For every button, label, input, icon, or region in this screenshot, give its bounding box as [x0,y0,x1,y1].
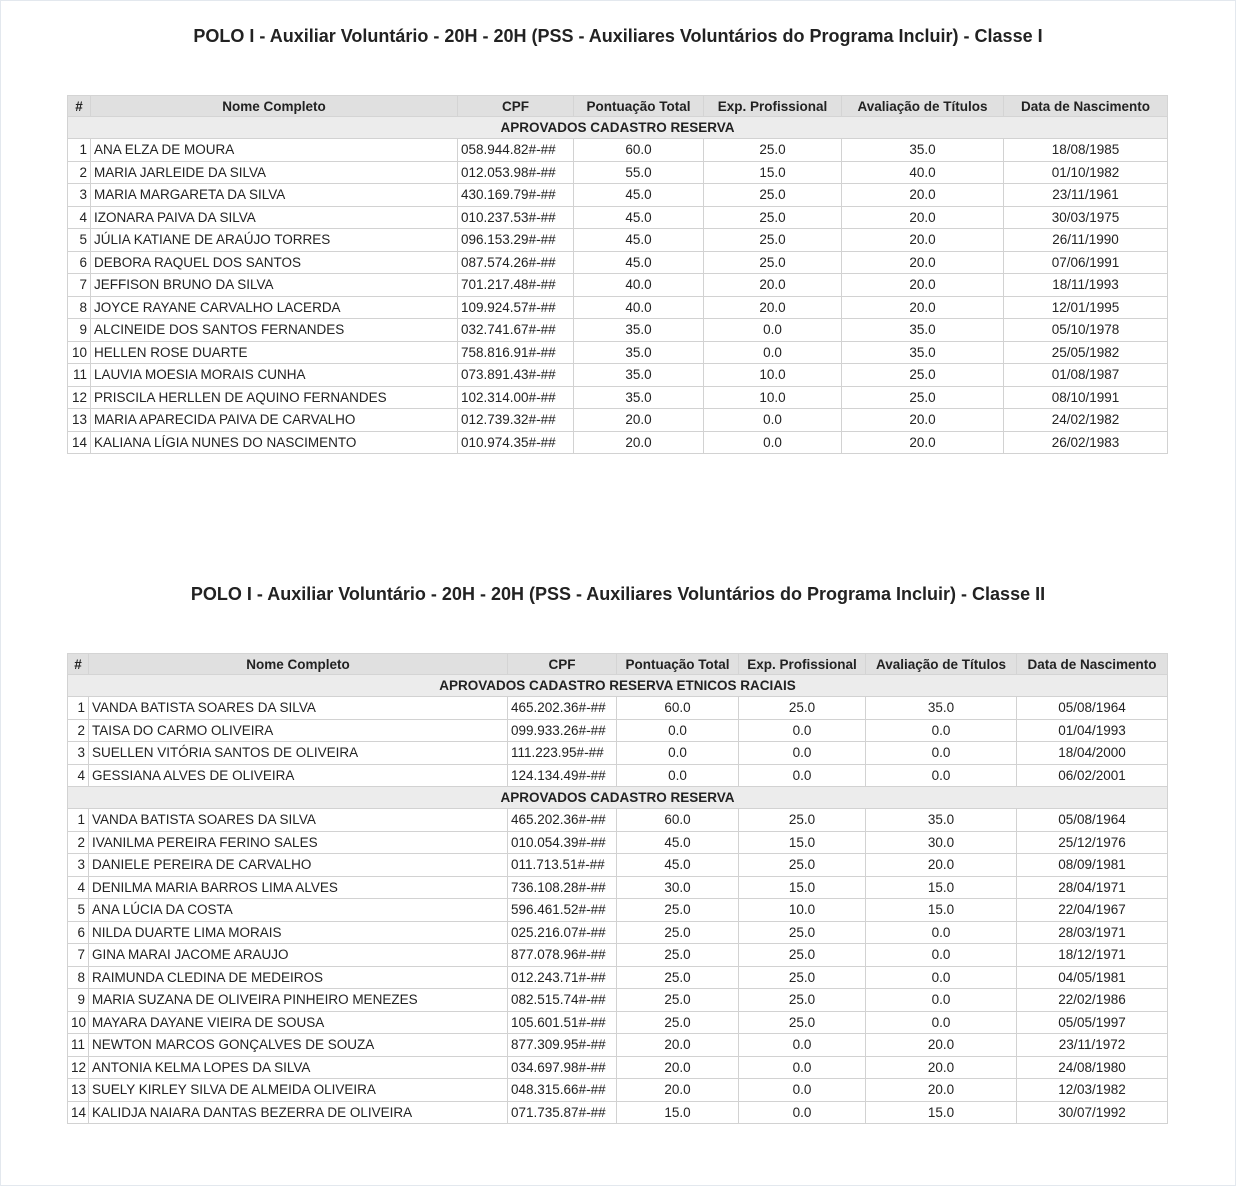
cell-total-score: 15.0 [617,1101,739,1124]
col-header-cpf: CPF [458,96,574,117]
cell-titles: 30.0 [866,831,1017,854]
cell-name: RAIMUNDA CLEDINA DE MEDEIROS [89,966,508,989]
cell-index: 1 [68,697,89,720]
cell-name: ANA ELZA DE MOURA [91,139,458,162]
cell-experience: 0.0 [704,409,842,432]
cell-index: 14 [68,1101,89,1124]
cell-total-score: 45.0 [574,251,704,274]
table-row [68,944,1168,967]
cell-total-score: 45.0 [574,229,704,252]
cell-birthdate: 23/11/1961 [1004,184,1168,207]
cell-cpf: 010.237.53#-## [458,206,574,229]
cell-index: 7 [68,274,91,297]
cell-titles: 0.0 [866,719,1017,742]
cell-birthdate: 30/07/1992 [1017,1101,1168,1124]
cell-name: TAISA DO CARMO OLIVEIRA [89,719,508,742]
cell-index: 14 [68,431,91,454]
table-row [68,1056,1168,1079]
table-row [68,364,1168,387]
cell-index: 11 [68,1034,89,1057]
cell-total-score: 40.0 [574,274,704,297]
cell-experience: 25.0 [739,854,866,877]
col-header-total-score: Pontuação Total [617,654,739,675]
cell-name: ALCINEIDE DOS SANTOS FERNANDES [91,319,458,342]
group-header-row [68,675,1168,697]
cell-index: 6 [68,921,89,944]
cell-experience: 25.0 [739,809,866,832]
cell-index: 11 [68,364,91,387]
table-row [68,989,1168,1012]
cell-experience: 25.0 [704,184,842,207]
cell-experience: 10.0 [704,386,842,409]
cell-index: 9 [68,319,91,342]
cell-birthdate: 18/11/1993 [1004,274,1168,297]
col-header-birthdate: Data de Nascimento [1004,96,1168,117]
cell-total-score: 25.0 [617,921,739,944]
cell-cpf: 071.735.87#-## [508,1101,617,1124]
cell-birthdate: 06/02/2001 [1017,764,1168,787]
cell-index: 7 [68,944,89,967]
cell-total-score: 45.0 [574,206,704,229]
col-header-titles: Avaliação de Títulos [842,96,1004,117]
cell-total-score: 0.0 [617,764,739,787]
cell-name: MARIA APARECIDA PAIVA DE CARVALHO [91,409,458,432]
cell-titles: 35.0 [842,139,1004,162]
cell-total-score: 0.0 [617,719,739,742]
cell-experience: 15.0 [704,161,842,184]
cell-experience: 15.0 [739,831,866,854]
table-row [68,161,1168,184]
cell-titles: 20.0 [866,1034,1017,1057]
cell-total-score: 40.0 [574,296,704,319]
cell-birthdate: 24/02/1982 [1004,409,1168,432]
cell-total-score: 20.0 [574,409,704,432]
cell-index: 1 [68,139,91,162]
cell-name: JOYCE RAYANE CARVALHO LACERDA [91,296,458,319]
cell-titles: 20.0 [842,184,1004,207]
cell-experience: 0.0 [704,431,842,454]
cell-titles: 0.0 [866,966,1017,989]
table-row [68,876,1168,899]
cell-birthdate: 22/04/1967 [1017,899,1168,922]
cell-experience: 25.0 [739,921,866,944]
cell-cpf: 111.223.95#-## [508,742,617,765]
cell-name: DANIELE PEREIRA DE CARVALHO [89,854,508,877]
table-header-row [68,96,1168,117]
cell-experience: 0.0 [739,1056,866,1079]
cell-total-score: 25.0 [617,944,739,967]
cell-experience: 25.0 [704,206,842,229]
cell-cpf: 058.944.82#-## [458,139,574,162]
cell-name: IZONARA PAIVA DA SILVA [91,206,458,229]
cell-experience: 0.0 [739,1101,866,1124]
cell-total-score: 25.0 [617,989,739,1012]
cell-cpf: 025.216.07#-## [508,921,617,944]
cell-total-score: 20.0 [617,1034,739,1057]
cell-cpf: 736.108.28#-## [508,876,617,899]
cell-cpf: 011.713.51#-## [508,854,617,877]
cell-total-score: 0.0 [617,742,739,765]
table-row [68,251,1168,274]
cell-total-score: 30.0 [617,876,739,899]
cell-total-score: 35.0 [574,364,704,387]
cell-cpf: 758.816.91#-## [458,341,574,364]
cell-cpf: 082.515.74#-## [508,989,617,1012]
col-header-total-score: Pontuação Total [574,96,704,117]
cell-experience: 25.0 [704,229,842,252]
cell-index: 13 [68,409,91,432]
cell-index: 2 [68,831,89,854]
cell-index: 10 [68,341,91,364]
table-row [68,386,1168,409]
cell-cpf: 096.153.29#-## [458,229,574,252]
table-row [68,319,1168,342]
cell-cpf: 465.202.36#-## [508,697,617,720]
cell-birthdate: 01/10/1982 [1004,161,1168,184]
col-header-titles: Avaliação de Títulos [866,654,1017,675]
table-row [68,431,1168,454]
cell-titles: 15.0 [866,1101,1017,1124]
table-row [68,899,1168,922]
cell-cpf: 032.741.67#-## [458,319,574,342]
table-row [68,831,1168,854]
col-header-experience: Exp. Profissional [739,654,866,675]
cell-titles: 20.0 [866,1079,1017,1102]
group-header-row [68,787,1168,809]
table-row [68,809,1168,832]
cell-index: 3 [68,854,89,877]
cell-titles: 20.0 [842,229,1004,252]
cell-name: VANDA BATISTA SOARES DA SILVA [89,809,508,832]
cell-name: MARIA JARLEIDE DA SILVA [91,161,458,184]
cell-cpf: 430.169.79#-## [458,184,574,207]
cell-experience: 15.0 [739,876,866,899]
cell-total-score: 20.0 [617,1056,739,1079]
cell-titles: 0.0 [866,742,1017,765]
cell-titles: 20.0 [842,409,1004,432]
cell-titles: 40.0 [842,161,1004,184]
table-row [68,139,1168,162]
cell-index: 1 [68,809,89,832]
cell-birthdate: 28/03/1971 [1017,921,1168,944]
cell-name: DEBORA RAQUEL DOS SANTOS [91,251,458,274]
table-row [68,409,1168,432]
cell-birthdate: 07/06/1991 [1004,251,1168,274]
table-row [68,1101,1168,1124]
cell-cpf: 034.697.98#-## [508,1056,617,1079]
cell-birthdate: 23/11/1972 [1017,1034,1168,1057]
classe-i-table [67,95,1168,454]
cell-birthdate: 12/01/1995 [1004,296,1168,319]
cell-index: 5 [68,899,89,922]
cell-titles: 20.0 [842,251,1004,274]
cell-experience: 20.0 [704,274,842,297]
cell-total-score: 35.0 [574,386,704,409]
cell-name: KALIANA LÍGIA NUNES DO NASCIMENTO [91,431,458,454]
cell-name: NILDA DUARTE LIMA MORAIS [89,921,508,944]
cell-birthdate: 25/05/1982 [1004,341,1168,364]
cell-name: SUELLEN VITÓRIA SANTOS DE OLIVEIRA [89,742,508,765]
cell-titles: 20.0 [842,206,1004,229]
table-row [68,341,1168,364]
cell-name: NEWTON MARCOS GONÇALVES DE SOUZA [89,1034,508,1057]
cell-cpf: 012.243.71#-## [508,966,617,989]
cell-name: MARIA MARGARETA DA SILVA [91,184,458,207]
cell-experience: 10.0 [739,899,866,922]
cell-birthdate: 05/08/1964 [1017,809,1168,832]
cell-name: MARIA SUZANA DE OLIVEIRA PINHEIRO MENEZES [89,989,508,1012]
table-row [68,184,1168,207]
cell-birthdate: 05/10/1978 [1004,319,1168,342]
cell-name: VANDA BATISTA SOARES DA SILVA [89,697,508,720]
cell-experience: 25.0 [704,251,842,274]
col-header-index: # [68,654,89,675]
cell-cpf: 105.601.51#-## [508,1011,617,1034]
cell-cpf: 099.933.26#-## [508,719,617,742]
cell-index: 2 [68,719,89,742]
cell-index: 8 [68,296,91,319]
cell-birthdate: 18/12/1971 [1017,944,1168,967]
cell-total-score: 25.0 [617,899,739,922]
cell-birthdate: 26/02/1983 [1004,431,1168,454]
cell-birthdate: 01/08/1987 [1004,364,1168,387]
cell-experience: 0.0 [739,764,866,787]
cell-experience: 20.0 [704,296,842,319]
cell-index: 3 [68,742,89,765]
table-row [68,966,1168,989]
cell-name: HELLEN ROSE DUARTE [91,341,458,364]
cell-titles: 35.0 [866,809,1017,832]
classe-ii-table [67,653,1168,1124]
table-row [68,1011,1168,1034]
cell-birthdate: 01/04/1993 [1017,719,1168,742]
cell-index: 4 [68,876,89,899]
cell-cpf: 010.974.35#-## [458,431,574,454]
cell-experience: 0.0 [739,719,866,742]
cell-name: JEFFISON BRUNO DA SILVA [91,274,458,297]
cell-index: 3 [68,184,91,207]
cell-titles: 20.0 [866,854,1017,877]
cell-name: ANTONIA KELMA LOPES DA SILVA [89,1056,508,1079]
cell-titles: 0.0 [866,764,1017,787]
table-row [68,229,1168,252]
cell-cpf: 124.134.49#-## [508,764,617,787]
group-label: APROVADOS CADASTRO RESERVA ETNICOS RACIAIS [68,675,1168,697]
group-label: APROVADOS CADASTRO RESERVA [68,117,1168,139]
cell-titles: 0.0 [866,989,1017,1012]
cell-name: LAUVIA MOESIA MORAIS CUNHA [91,364,458,387]
cell-birthdate: 12/03/1982 [1017,1079,1168,1102]
cell-index: 12 [68,1056,89,1079]
cell-experience: 0.0 [739,1079,866,1102]
cell-total-score: 45.0 [617,854,739,877]
cell-birthdate: 18/08/1985 [1004,139,1168,162]
cell-birthdate: 28/04/1971 [1017,876,1168,899]
table-row [68,274,1168,297]
cell-titles: 0.0 [866,1011,1017,1034]
cell-birthdate: 05/05/1997 [1017,1011,1168,1034]
cell-cpf: 048.315.66#-## [508,1079,617,1102]
cell-cpf: 102.314.00#-## [458,386,574,409]
cell-experience: 25.0 [739,944,866,967]
cell-total-score: 35.0 [574,341,704,364]
cell-cpf: 012.053.98#-## [458,161,574,184]
cell-experience: 0.0 [739,742,866,765]
cell-birthdate: 08/10/1991 [1004,386,1168,409]
cell-birthdate: 18/04/2000 [1017,742,1168,765]
cell-total-score: 60.0 [574,139,704,162]
cell-name: KALIDJA NAIARA DANTAS BEZERRA DE OLIVEIRA [89,1101,508,1124]
cell-experience: 25.0 [739,989,866,1012]
cell-index: 2 [68,161,91,184]
cell-index: 9 [68,989,89,1012]
cell-titles: 15.0 [866,899,1017,922]
cell-cpf: 087.574.26#-## [458,251,574,274]
cell-titles: 15.0 [866,876,1017,899]
cell-name: ANA LÚCIA DA COSTA [89,899,508,922]
cell-birthdate: 08/09/1981 [1017,854,1168,877]
cell-cpf: 596.461.52#-## [508,899,617,922]
cell-total-score: 45.0 [617,831,739,854]
cell-experience: 25.0 [704,139,842,162]
cell-total-score: 60.0 [617,697,739,720]
cell-titles: 25.0 [842,364,1004,387]
col-header-experience: Exp. Profissional [704,96,842,117]
cell-total-score: 25.0 [617,1011,739,1034]
cell-cpf: 073.891.43#-## [458,364,574,387]
col-header-birthdate: Data de Nascimento [1017,654,1168,675]
cell-experience: 25.0 [739,966,866,989]
table-row [68,296,1168,319]
cell-index: 8 [68,966,89,989]
cell-total-score: 55.0 [574,161,704,184]
cell-name: MAYARA DAYANE VIEIRA DE SOUSA [89,1011,508,1034]
cell-cpf: 109.924.57#-## [458,296,574,319]
table-row [68,719,1168,742]
cell-experience: 0.0 [704,341,842,364]
cell-birthdate: 25/12/1976 [1017,831,1168,854]
cell-cpf: 877.078.96#-## [508,944,617,967]
cell-titles: 35.0 [842,319,1004,342]
cell-birthdate: 22/02/1986 [1017,989,1168,1012]
cell-titles: 0.0 [866,944,1017,967]
cell-total-score: 45.0 [574,184,704,207]
cell-cpf: 010.054.39#-## [508,831,617,854]
cell-titles: 20.0 [842,274,1004,297]
table-row [68,764,1168,787]
group-header-row [68,117,1168,139]
cell-name: GESSIANA ALVES DE OLIVEIRA [89,764,508,787]
cell-index: 4 [68,764,89,787]
cell-birthdate: 26/11/1990 [1004,229,1168,252]
table-row [68,1034,1168,1057]
group-label: APROVADOS CADASTRO RESERVA [68,787,1168,809]
cell-experience: 0.0 [739,1034,866,1057]
cell-birthdate: 05/08/1964 [1017,697,1168,720]
cell-name: SUELY KIRLEY SILVA DE ALMEIDA OLIVEIRA [89,1079,508,1102]
cell-titles: 0.0 [866,921,1017,944]
cell-name: JÚLIA KATIANE DE ARAÚJO TORRES [91,229,458,252]
cell-name: GINA MARAI JACOME ARAUJO [89,944,508,967]
col-header-name: Nome Completo [91,96,458,117]
table-row [68,921,1168,944]
cell-birthdate: 04/05/1981 [1017,966,1168,989]
col-header-name: Nome Completo [89,654,508,675]
cell-birthdate: 30/03/1975 [1004,206,1168,229]
col-header-cpf: CPF [508,654,617,675]
table-row [68,854,1168,877]
cell-index: 6 [68,251,91,274]
cell-total-score: 60.0 [617,809,739,832]
cell-index: 10 [68,1011,89,1034]
cell-experience: 0.0 [704,319,842,342]
cell-birthdate: 24/08/1980 [1017,1056,1168,1079]
cell-total-score: 20.0 [574,431,704,454]
cell-experience: 10.0 [704,364,842,387]
cell-cpf: 465.202.36#-## [508,809,617,832]
cell-index: 12 [68,386,91,409]
table-row [68,697,1168,720]
cell-name: PRISCILA HERLLEN DE AQUINO FERNANDES [91,386,458,409]
cell-titles: 20.0 [842,296,1004,319]
cell-experience: 25.0 [739,1011,866,1034]
classe-i-title: POLO I - Auxiliar Voluntário - 20H - 20H (PSS - Auxiliares Voluntários do Programa Incluir) - Classe I [193,26,1043,46]
cell-name: IVANILMA PEREIRA FERINO SALES [89,831,508,854]
table-row [68,206,1168,229]
cell-index: 4 [68,206,91,229]
cell-total-score: 20.0 [617,1079,739,1102]
cell-name: DENILMA MARIA BARROS LIMA ALVES [89,876,508,899]
cell-index: 5 [68,229,91,252]
cell-cpf: 012.739.32#-## [458,409,574,432]
cell-total-score: 25.0 [617,966,739,989]
cell-titles: 20.0 [842,431,1004,454]
table-header-row [68,654,1168,675]
cell-titles: 35.0 [866,697,1017,720]
cell-titles: 20.0 [866,1056,1017,1079]
classe-ii-title: POLO I - Auxiliar Voluntário - 20H - 20H (PSS - Auxiliares Voluntários do Programa Incluir) - Classe II [190,584,1046,604]
cell-experience: 25.0 [739,697,866,720]
table-row [68,1079,1168,1102]
cell-cpf: 877.309.95#-## [508,1034,617,1057]
table-row [68,742,1168,765]
cell-cpf: 701.217.48#-## [458,274,574,297]
cell-index: 13 [68,1079,89,1102]
cell-titles: 35.0 [842,341,1004,364]
cell-total-score: 35.0 [574,319,704,342]
col-header-index: # [68,96,91,117]
cell-titles: 25.0 [842,386,1004,409]
